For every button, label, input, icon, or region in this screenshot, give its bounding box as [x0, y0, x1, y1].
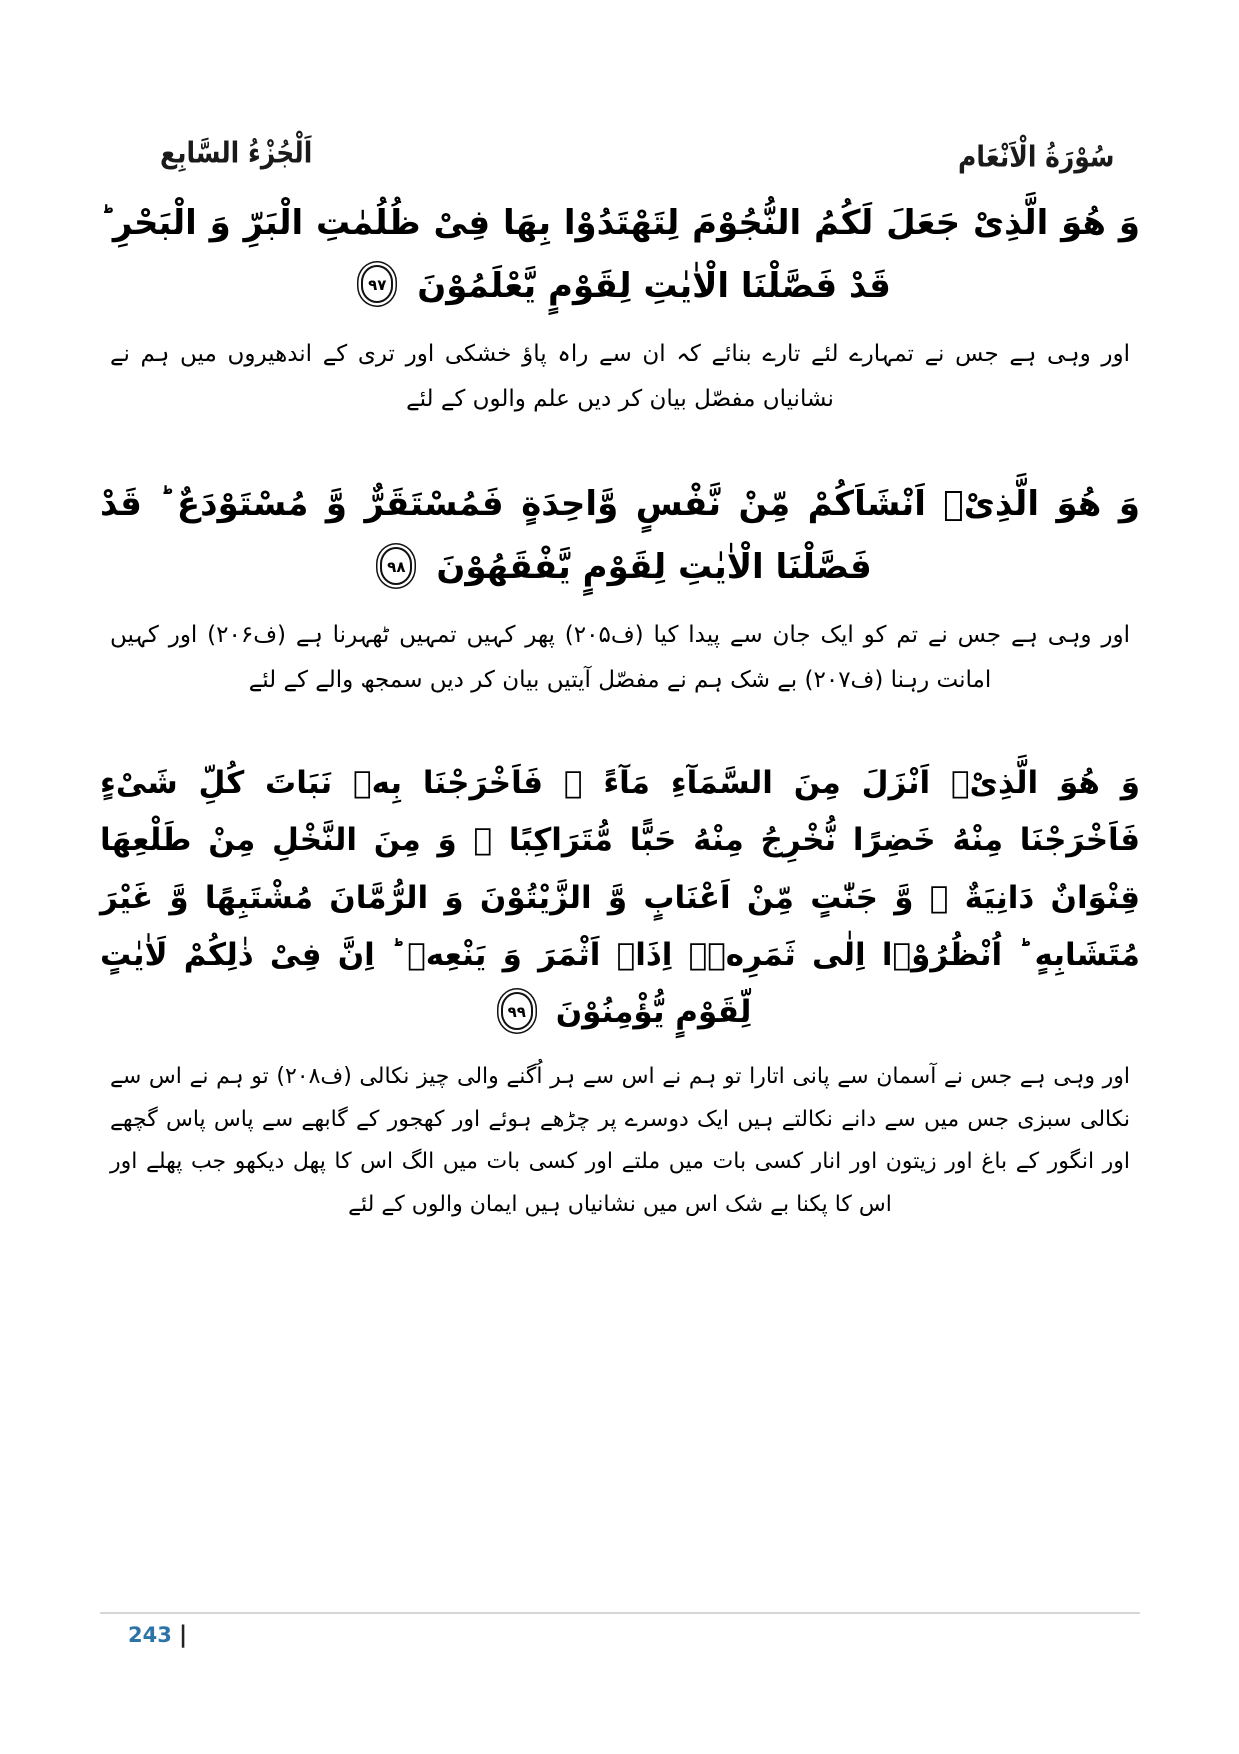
verse-99-urdu-translation: اور وہی ہے جس نے آسمان سے پانی اتارا تو ہم نے اس سے ہر اُگنے والی چیز نکالی (ف۲۰۸) تو ہم نے اس سے نکالی سبزی جس میں سے دانے نکالتے ہیں ایک دوسرے پر چڑھے ہوئے اور کھجور کے گابھے سے پاس پاس گچھے اور انگور کے باغ اور زیتون اور انار کسی بات میں ملتے اور کسی بات میں الگ اس کا پھل دیکھو جب پھلے اور اس کا پکنا بے شک اس میں نشانیاں ہیں ایمان والوں کے لئے — [110, 1063, 1131, 1218]
verse-99-arabic-text: وَ هُوَ الَّذِیْۤ اَنْزَلَ مِنَ السَّمَآءِ مَآءً ۚ فَاَخْرَجْنَا بِهٖ نَبَاتَ کُلِّ شَیْءٍ فَاَخْرَجْنَا مِنْهُ خَضِرًا نُّخْرِجُ مِنْهُ حَبًّا مُّتَرَاکِبًا ۚ وَ مِنَ النَّخْلِ مِنْ طَلْعِهَا قِنْوَانٌ دَانِیَةٌ ۙ وَّ جَنّٰتٍ مِّنْ اَعْنَابٍ وَّ الزَّیْتُوْنَ وَ الرُّمَّانَ مُشْتَبِهًا وَّ غَیْرَ مُتَشَابِهٍ ؕ اُنْظُرُوْۤا اِلٰی ثَمَرِهٖۤ اِذَاۤ اَثْمَرَ وَ یَنْعِهٖ ؕ اِنَّ فِیْ ذٰلِکُمْ لَاٰیٰتٍ لِّقَوْمٍ یُّؤْمِنُوْنَ — [100, 764, 1140, 1031]
juz-header-calligraphy: اَلْجُزْءُ السَّابِع — [160, 135, 313, 170]
surah-header-calligraphy: سُوْرَةُ الْاَنْعَام — [958, 139, 1115, 174]
ayah-end-marker-97: ٩٧ — [361, 265, 393, 303]
ayah-end-marker-98: ٩٨ — [380, 547, 412, 585]
page-number-separator: | — [178, 1622, 188, 1648]
footer — [128, 1622, 187, 1648]
footer-divider — [100, 1612, 1140, 1614]
verse-98-urdu-translation: اور وہی ہے جس نے تم کو ایک جان سے پیدا کیا (ف۲۰۵) پھر کہیں تمہیں ٹھہرنا ہے (ف۲۰۶) اور کہیں امانت رہنا (ف۲۰۷) بے شک ہم نے مفصّل آیتیں بیان کر دیں سمجھ والے کے لئے — [110, 622, 1130, 694]
verse-98-arabic — [100, 473, 1140, 599]
page-number: 243 — [128, 1623, 172, 1647]
verse-99-arabic — [100, 755, 1140, 1042]
verse-98-arabic-text: وَ هُوَ الَّذِیْۤ اَنْشَاَکُمْ مِّنْ نَّفْسٍ وَّاحِدَةٍ فَمُسْتَقَرٌّ وَّ مُسْتَوْدَعٌ ؕ قَدْ فَصَّلْنَا الْاٰیٰتِ لِقَوْمٍ یَّفْقَهُوْنَ — [100, 484, 1140, 588]
verse-97-urdu-translation: اور وہی ہے جس نے تمہارے لئے تارے بنائے کہ ان سے راہ پاؤ خشکی اور تری کے اندھیروں میں ہم نے نشانیاں مفصّل بیان کر دیں علم والوں کے لئے — [110, 340, 1130, 412]
page-content — [100, 192, 1140, 1227]
verse-97-arabic-text: وَ هُوَ الَّذِیْ جَعَلَ لَکُمُ النُّجُوْمَ لِتَهْتَدُوْا بِهَا فِیْ ظُلُمٰتِ الْبَرِّ وَ الْبَحْرِ ؕ قَدْ فَصَّلْنَا الْاٰیٰتِ لِقَوْمٍ یَّعْلَمُوْنَ — [100, 203, 1140, 306]
verse-97-arabic — [100, 192, 1140, 318]
ayah-end-marker-99: ٩٩ — [501, 992, 533, 1030]
